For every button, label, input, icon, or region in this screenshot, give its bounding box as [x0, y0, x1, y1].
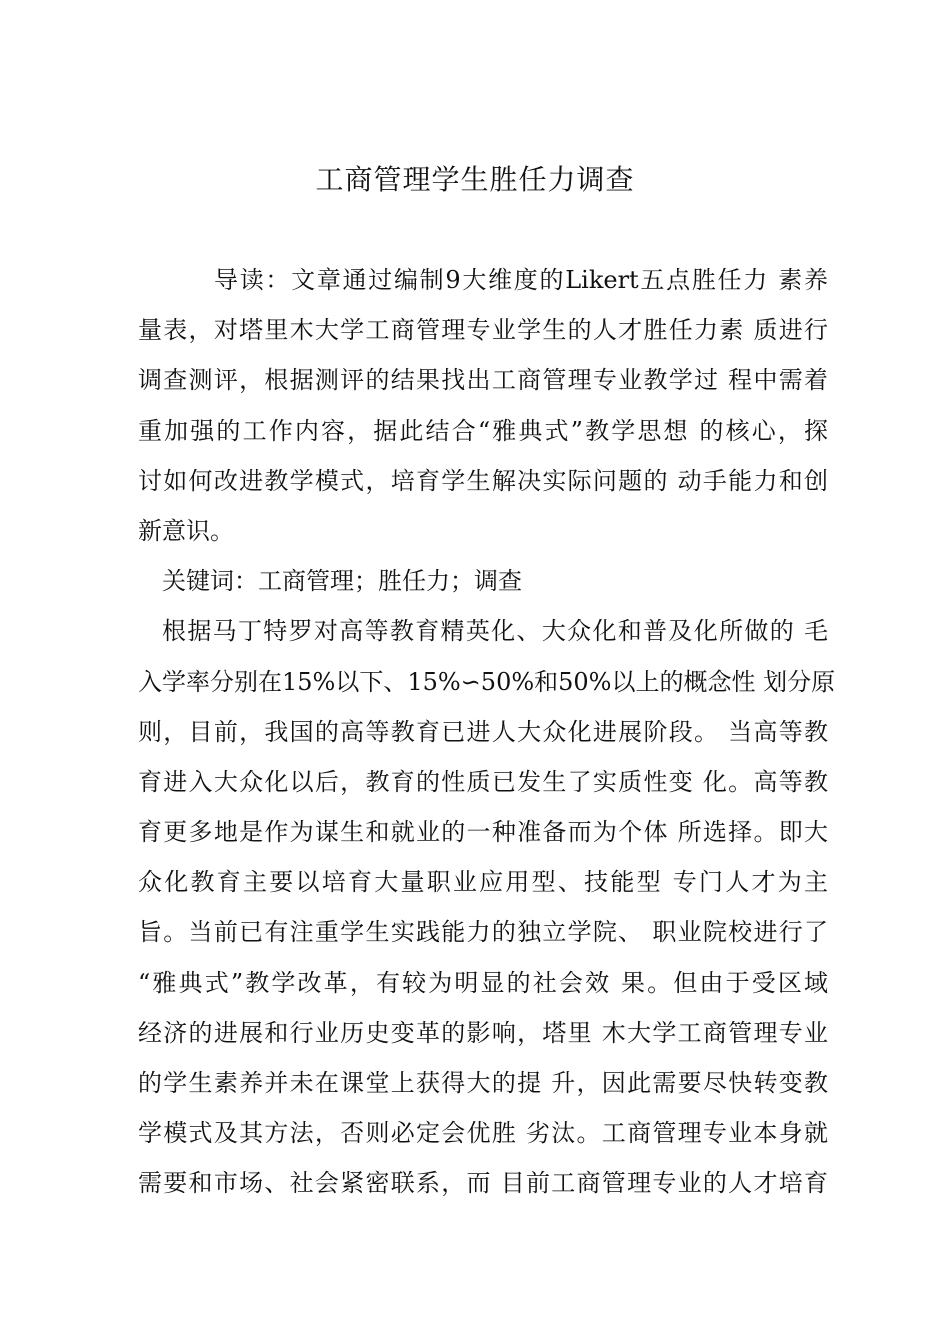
abstract-line: 导读：文章通过编制9大维度的Likert五点胜任力 素养: [214, 266, 828, 294]
body-line: 入学率分别在15%以下、15%∽50%和50%以上的概念性 划分原: [138, 667, 836, 696]
abstract-line: 新意识。: [138, 516, 234, 545]
body-line: 经济的进展和行业历史变革的影响，塔里 木大学工商管理专业: [138, 1018, 828, 1047]
body-line: 众化教育主要以培育大量职业应用型、技能型 专门人才为主: [138, 868, 828, 897]
body-line: 旨。当前已有注重学生实践能力的独立学院、 职业院校进行了: [138, 918, 828, 947]
document-body: [138, 255, 838, 1209]
body-line: 育进入大众化以后，教育的性质已发生了实质性变 化。高等教: [138, 767, 828, 796]
body-line: 则，目前，我国的高等教育已进人大众化进展阶段。 当高等教: [138, 717, 828, 746]
body-line: “雅典式”教学改革，有较为明显的社会效 果。但由于受区域: [138, 968, 828, 997]
body-line: 需要和市场、社会紧密联系，而 目前工商管理专业的人才培育: [138, 1169, 828, 1198]
body-line: 根据马丁特罗对高等教育精英化、大众化和普及化所做的 毛: [162, 617, 828, 646]
document-title: 工商管理学生胜任力调查: [315, 163, 635, 196]
body-line: 育更多地是作为谋生和就业的一种准备而为个体 所选择。即大: [138, 818, 828, 847]
abstract-line: 调查测评，根据测评的结果找出工商管理专业教学过 程中需着: [138, 366, 828, 395]
abstract-line: 讨如何改进教学模式，培育学生解决实际问题的 动手能力和创: [138, 466, 828, 495]
keywords-line: 关键词：工商管理；胜任力；调查: [162, 567, 522, 596]
body-line: 的学生素养并未在课堂上获得大的提 升，因此需要尽快转变教: [138, 1069, 828, 1097]
abstract-line: 重加强的工作内容，据此结合“雅典式”教学思想 的核心，探: [138, 416, 828, 445]
body-line: 学模式及其方法，否则必定会优胜 劣汰。工商管理专业本身就: [138, 1119, 828, 1148]
abstract-line: 量表，对塔里木大学工商管理专业学生的人才胜任力素 质进行: [138, 316, 828, 345]
